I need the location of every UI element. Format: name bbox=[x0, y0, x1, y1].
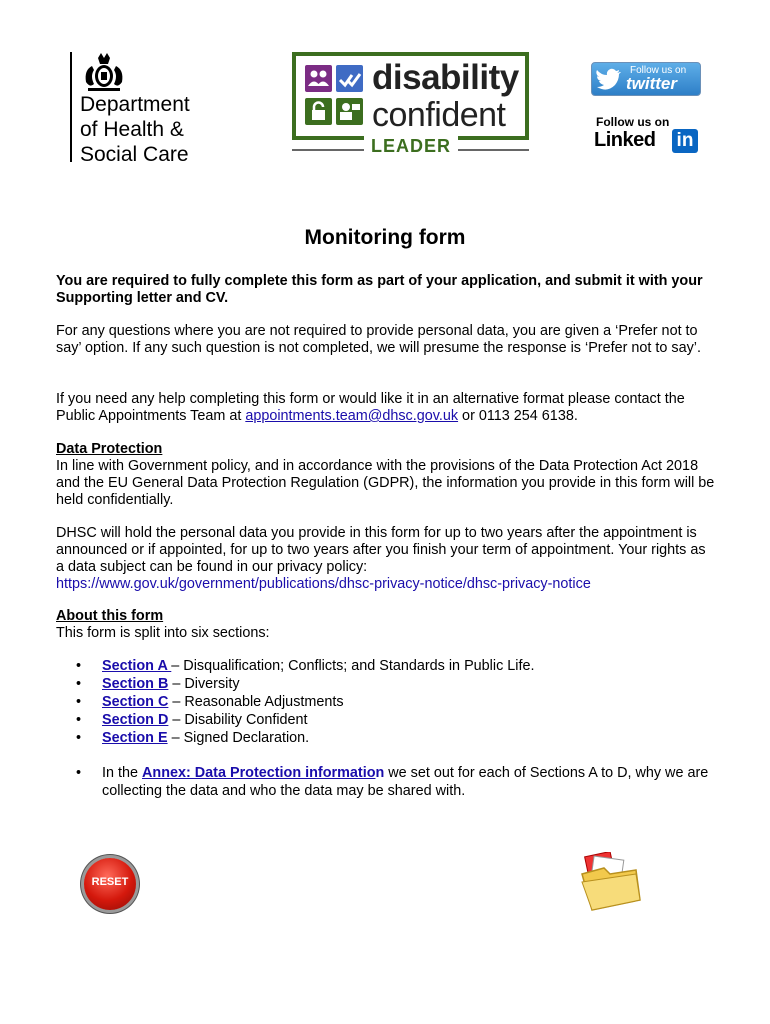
email-link[interactable]: appointments.team@dhsc.gov.uk bbox=[245, 408, 459, 424]
dhsc-name-line: Social Care bbox=[80, 143, 189, 166]
help-paragraph bbox=[56, 391, 716, 425]
folder-icon[interactable] bbox=[578, 852, 642, 912]
section-e-link[interactable]: Section E bbox=[102, 730, 168, 746]
twitter-follow-button[interactable] bbox=[591, 62, 701, 96]
section-desc: – Diversity bbox=[168, 676, 240, 692]
prefer-paragraph: For any questions where you are not required to provide personal data, you are given a ‘Prefer not to say’ option. If any such question is not completed, we will presume the response is ‘Prefer not to say’. bbox=[56, 323, 701, 356]
list-item bbox=[56, 729, 716, 747]
annex-text: In the bbox=[102, 765, 143, 781]
royal-crest-icon bbox=[78, 52, 134, 92]
twitter-follow-text: Follow us on bbox=[630, 65, 687, 76]
dc-word-confident: confident bbox=[372, 96, 506, 134]
help-phone: or 0113 254 6138. bbox=[458, 408, 578, 424]
dc-frame bbox=[292, 52, 529, 140]
annex-link-end[interactable]: n bbox=[375, 765, 385, 781]
check-icon bbox=[336, 65, 363, 92]
twitter-bird-icon bbox=[596, 68, 622, 90]
section-b-link[interactable]: Section B bbox=[102, 676, 169, 692]
list-item bbox=[56, 711, 716, 729]
section-desc: – Disability Confident bbox=[168, 712, 308, 728]
retention-block bbox=[56, 525, 716, 593]
section-a-link[interactable]: Section A bbox=[102, 658, 172, 674]
retention-text: DHSC will hold the personal data you provide in this form for up to two years after the appointment is announced or if appointed, for up to two years after you finish your term of appointment. Your rights as a data subject can be found in our privacy policy: bbox=[56, 525, 706, 575]
section-d-link[interactable]: Section D bbox=[102, 712, 169, 728]
data-protection-block bbox=[56, 441, 716, 509]
list-item bbox=[56, 764, 716, 800]
logo-rule bbox=[70, 52, 72, 162]
annex-desc: we set out for each of Sections A to D, why we are collecting the data and who the data may be shared with. bbox=[102, 765, 709, 799]
linkedin-follow-button[interactable] bbox=[594, 115, 700, 157]
data-protection-heading: Data Protection bbox=[56, 441, 163, 457]
person-desk-icon bbox=[336, 98, 363, 125]
people-icon bbox=[305, 65, 332, 92]
dhsc-name bbox=[80, 92, 190, 167]
page-title: Monitoring form bbox=[304, 226, 466, 249]
section-desc: – Signed Declaration. bbox=[167, 730, 310, 746]
data-protection-text: In line with Government policy, and in accordance with the provisions of the Data Protection Act 2018 and the EU General Data Protection Regulation (GDPR), the information you provide in this form will be held confidentially. bbox=[56, 458, 715, 508]
linkedin-in-icon: in bbox=[672, 129, 698, 153]
annex-link[interactable]: Annex: Data Protection informatio bbox=[142, 765, 376, 781]
section-c-link[interactable]: Section C bbox=[102, 694, 169, 710]
dhsc-name-line: of Health & bbox=[80, 118, 184, 141]
sections-list bbox=[56, 657, 716, 800]
list-item bbox=[56, 657, 716, 675]
linkedin-wordmark: Linked bbox=[594, 129, 656, 151]
intro-paragraph: You are required to fully complete this form as part of your application, and submit it with your Supporting letter and CV. bbox=[56, 273, 703, 306]
disability-confident-logo bbox=[292, 52, 529, 164]
privacy-link[interactable]: https://www.gov.uk/government/publications/dhsc-privacy-notice/dhsc-privacy-notice bbox=[56, 576, 591, 592]
reset-button[interactable] bbox=[84, 858, 136, 910]
about-text: This form is split into six sections: bbox=[56, 625, 270, 641]
dhsc-name-line: Department bbox=[80, 93, 190, 116]
linkedin-follow-text: Follow us on bbox=[596, 115, 670, 129]
list-item bbox=[56, 693, 716, 711]
about-block bbox=[56, 608, 716, 642]
list-item bbox=[56, 675, 716, 693]
dc-level: LEADER bbox=[364, 136, 458, 157]
help-text: If you need any help completing this form or would like it in an alternative format please contact the Public Appointments Team at bbox=[56, 391, 685, 424]
dhsc-logo bbox=[70, 52, 230, 164]
section-desc: – Disqualification; Conflicts; and Standards in Public Life. bbox=[171, 658, 535, 674]
section-desc: – Reasonable Adjustments bbox=[168, 694, 344, 710]
padlock-icon bbox=[305, 98, 332, 125]
twitter-wordmark: twitter bbox=[626, 74, 677, 93]
dc-word-disability: disability bbox=[372, 58, 519, 97]
about-heading: About this form bbox=[56, 608, 164, 624]
reset-label: RESET bbox=[91, 876, 129, 888]
